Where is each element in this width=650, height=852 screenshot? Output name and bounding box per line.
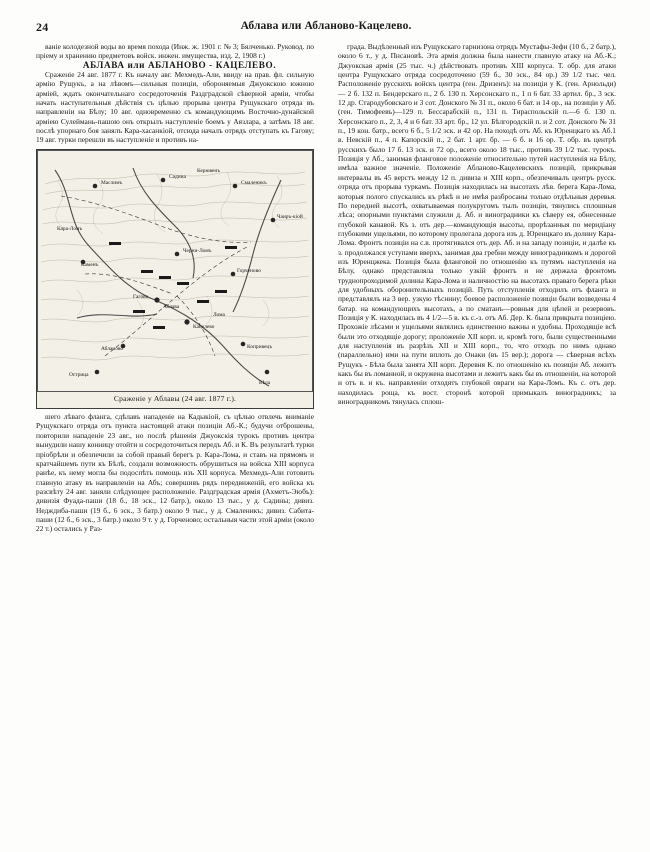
map-label: Абланово [101, 345, 124, 352]
map-label: Керювенъ [197, 167, 221, 174]
map-label: Кацелево [193, 323, 215, 330]
map-label: Садина [169, 173, 186, 180]
map-label: Черни-Ломъ [183, 247, 212, 254]
paragraph: шего лѣваго фланга, сдѣлавъ нападенiе на Кадыкiой, съ цѣлью отвлечь вниманiе Рущукскаго отряда отъ пункта настоящей атаки позицiи Аб.-К.; будучи отброшены, повторили нападенiе 23 авг., но послѣ рѣшенiя Джуокскiя турокъ противъ центра вынудили нашу конницу отойти и сосредоточиться передъ Аб. и К. Въ результатѣ турки прiобрѣли и обезпечили за собой правый берегъ р. Кара-Лома, и ставъ на прямомъ и кратчайшемъ пути къ Бѣлѣ, создали возможность обрушиться на войска XIII корпуса ранѣе, къ нему могла бы подоспѣть помощь изъ XII корпуса. Мехмедъ-Али готовить главную атаку въ направленiи на Абъ; совершивъ рядъ передвиженiй, его войска къ разсвѣту 24 авг. заняли слѣдующее расположенiе. Раздградская армiя (Ахметъ-Эюбъ): дивизiя Фуада-паши (18 б., 18 эск., 12 батр.), около 13 тыс., у д. Садины; дивиз. Недждиба-паши (19 б., 6 эск., 3 батр.) около 9 тыс., у д. Смаленикъ; дивиз. Сабита-паши (12 б., 6 эск., 3 батр.) около 9 т. у д. Горченово; остальныя части этой армiи (около 22 т.) остались у Раз- [36, 412, 314, 534]
map-label: Маслимъ [101, 179, 123, 186]
map-label: Каменъ [81, 261, 99, 268]
map-label: Кара-Ломъ [57, 225, 83, 232]
map-label: Бѣла [259, 379, 271, 386]
section-heading: АБЛАВА или АБЛАНОВО - КАЦЕЛЕВО. [82, 59, 277, 70]
map-label: Аблава [163, 303, 180, 310]
map-image [37, 150, 313, 392]
battle-map-svg [37, 150, 313, 392]
figure-caption: Сраженiе у Аблавы (24 авг. 1877 г.). [37, 392, 313, 408]
page-header [36, 20, 616, 38]
map-label: Чаиръ-кiой [277, 213, 303, 220]
map-label: Смаленикъ [241, 179, 267, 186]
running-title: Аблава или Абланово-Кацелево. [240, 20, 412, 32]
left-column [36, 42, 314, 534]
map-label: Острица [69, 371, 89, 378]
figure-map [36, 149, 314, 409]
paragraph: ванiе колодезной воды во время похода (Инж. ж. 1901 г. № 3; Бялченько. Руковод. по прiему и хранению предметовъ войск. инжен. имущества, изд. 2, 1908 г.) [36, 42, 314, 61]
page-number: 24 [36, 20, 49, 34]
right-column [338, 42, 616, 406]
map-label: Гагово [133, 293, 149, 300]
map-label: Лома [213, 311, 225, 318]
paragraph: града. Выдѣленный изъ Рущукскаго гарнизона отрядъ Мустафы-Зефи (10 б., 2 батр.), около 6 т., у д. Пнсановѣ. Эта армiя должна была нанести главную атаку на Аб.-К.; Джуокская армiя (25 тыс. ч.) дѣйствовать противъ XIII корпуса. Т. обр. для атаки центра Рущукскаго отряда сосредоточено (59 б., 30 эск., 84 ор.) 39 1/2 тыс. чел. Расположенiе русскихъ войскъ центра (ген. Дризенъ): на позицiи у К. (ген. Арнольди) — 2 б. 132 п. Бендерскаго п., 2 б. 130 п. Херсонскаго п., 1 п 6 бат. 33 артил. бр., 3 эск. 12 др. Стародубовскаго и 3 сот. Донского № 31 п., около 6 бат. и 14 ор., на позицiи у Аб. (ген. Тимофеевъ)—129 п. Бессарабскiй п., 131 п. Тираспольскiй п.—6 б. 130 п. Херсонскаго п., 2, 3, 4 и 6 бат. 33 арт. бр., 12 ул. Бѣлгородскiй п. и 2 сот. Донского № 31 п., 19 кон. батр., всего 6 б., 5 1/2 эск. и 42 ор. На походѣ отъ Аб. къ Юренцкаго къ Аб.1 в. Невскiй п., 4 п. Капорскiй п., 2 бат. 1 арт. бр. — 6 б. и 16 ор. Т. обр. въ центрѣ русскихъ было 17 б. 13 эск. и 72 ор., всего около 18 тыс., противъ 39 1/2 тыс. турокъ. Позицiя у Аб., занимая фланговое положенiе относительно путей наступленiя на Бѣлу, имѣла важное значенiе. Положенiе Абланово-Кацелевскихъ позицiй, прикрывая интервалы въ 45 верстъ между 12 п. дивиза и XIII корп., обезпечивалъ центръ русск. отряда отъ прорыва туркамъ. Позицiя находилась на высотахъ лѣв. берега Кара-Лома, которыя полого спускались къ рѣкѣ и не имѣя разбросаны только отдѣльныя деревья. По передней высотѣ, охватываемая полукругомъ тылъ позицiи, тянулись сплошныя лѣса; опорными пунктами служили д. Аб. и виноградники къ сѣверу ея, обнесенные глубокой канавой. Къ з. отъ дер.—командующiя высоты, прорѣзанныя по меридiану глубокими ущельями, по которому пролегала дорога изъ д. Юренцкаго въ долину Кара-Лома. Фронтъ позицiи на с.в. протягивался отъ дер. Аб. и на западу позицiи, и далѣе къ з. продолжался уступами вверхъ, занимая два гребни между виноградникомъ и дорогой изъ Юренцжека. Позицiя была фланговой по отношенiю къ путямъ наступленiя на Бѣлу, однако представляла только узкiй фронтъ и не держала фронтомъ труднопроходимой долины Кара-Лома и наличностiю на высотахъ праваго берега рѣки для удобныхъ оборонительныхъ позицiй. Путь отступленiя отходилъ отъ фланга и представлялъ на 3 вер. узкую тѣснину; боевое расположенiе позицiи были возведены 4 батар. на командующихъ высотахъ, а по сматанъ—ровныя для цѣпей и резервовъ. Позицiя у К. находилась въ 4 1/2—5 в. къ с.-з. отъ Аб. Дер. К. была прикрыта позицiею. Прохожiе лѣсами и ущельями являлись единственно важны и удобны. Проходящiе всѣ были это отходящiе дорогу; проложенiе XII корп. и, кромѣ того, были существенными для наступленiя въ разрѣзъ XII и XIII корп., то, что отходъ по нимъ однако (параллельно) ими на пути вплоть до Онаки (въ 15 вер.); дорога — сѣверная всѣхъ Рущукъ - Бѣла была занята XII корп. Деревня К. по отношенiю къ позицiи Аб. лежитъ какъ бы въ ломанной, и окружена высотами и лежитъ какъ бы въ отношенiи, на которой и отъ в. и къ. направленiи отходятъ глубокой овраги на Кара-Ломъ. Къ с. отъ дер. находилась роща, къ вост. сторонѣ которой примыкалъ виноградникъ; за виноградникомъ тянулась сплош- [338, 42, 616, 407]
paragraph: Сраженiе 24 авг. 1877 г. Къ началу авг. Мехмедъ-Али, ввиду на прав. фл. сильную армiю Рущукъ, а на лѣвомъ—сильныя позицiи, обороняемыя Джуокскою южною армiей, ждать окончательнаго сосредоточенiя Раздградской сѣверной армiи, чтобы начать наступательныя дѣйствiя съ цѣлью прорыва центра Рущукскаго отряда въ направленiи на Бѣлу; 10 авг. одновременно съ командующимъ Восточно-дунайской армiею Сулеймань-пашою онъ открылъ наступленiе боемъ у Аязлара, а затѣмъ 18 авг. послѣ упорнаго боя занялъ Кара-хасанкiой, отсюда началъ отрядъ отступать къ Гагову; 19 авг. турки перешли въ наступленiе и противъ на- [36, 70, 314, 145]
text-columns [36, 42, 616, 832]
map-label: Копривецъ [247, 343, 273, 350]
map-label: Горченово [237, 267, 261, 274]
